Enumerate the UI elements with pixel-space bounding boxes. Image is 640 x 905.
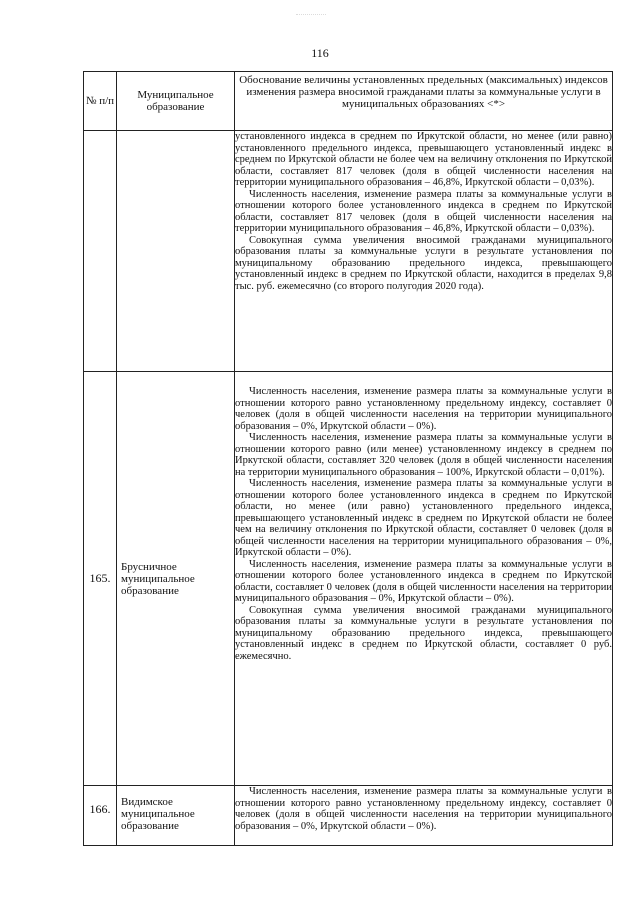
table-row <box>84 786 613 846</box>
paragraph: Совокупная сумма увеличения вносимой гражданами муниципального образования платы за коммунальные услуги в результате установления по муниципальному образованию предельного индекса, превышающего установленный индекс в среднем по Иркутской области, составляет 0 руб. ежемесячно. <box>235 604 612 662</box>
table-row <box>84 131 613 372</box>
header-num: № п/п <box>84 72 117 131</box>
paragraph: Численность населения, изменение размера платы за коммунальные услуги в отношении которого равно установленному предельному индексу, составляет 0 человек (доля в общей численности населения на территории муниципального образования – 0%, Иркутской области – 0%). <box>235 386 612 432</box>
paragraph: Численность населения, изменение размера платы за коммунальные услуги в отношении которого равно установленному предельному индексу, составляет 0 человек (доля в общей численности населения на территории муниципального образования – 0%, Иркутской области – 0%). <box>235 786 612 832</box>
page-number: 116 <box>311 46 329 60</box>
paragraph: Численность населения, изменение размера платы за коммунальные услуги в отношении которого равно (или менее) установленному индексу в среднем по Иркутской области, составляет 320 человек (доля в общей численности населения на территории муниципального образования – 100%, Иркутской области – 0,01%). <box>235 432 612 478</box>
row-municipality <box>117 131 235 372</box>
row-number <box>84 131 117 372</box>
row-number: 165. <box>84 372 117 786</box>
paragraph: Численность населения, изменение размера платы за коммунальные услуги в отношении которого более установленного индекса в среднем по Иркутской области, составляет 0 человек (доля в общей численности населения на территории муниципального образования – 0%, Иркутской области – 0%). <box>235 558 612 604</box>
scan-artifact <box>296 0 326 15</box>
row-number: 166. <box>84 786 117 846</box>
paragraph: Совокупная сумма увеличения вносимой гражданами муниципального образования платы за коммунальные услуги в результате установления по муниципальному образованию предельного индекса, превышающего установленный индекс в среднем по Иркутской области, находится в пределах 9,8 тыс. руб. ежемесячно (со второго полугодия 2020 года). <box>235 234 612 292</box>
row-justification <box>235 372 613 786</box>
row-municipality: Брусничное муниципальное образование <box>117 372 235 786</box>
row-justification <box>235 131 613 372</box>
paragraph: установленного индекса в среднем по Иркутской области, но менее (или равно) установленного предельного индекса, превышающего установленный индекс в среднем по Иркутской области не более чем на величину отклонения по Иркутской области, составляет 817 человек (доля в общей численности населения на территории муниципального образования – 46,8%, Иркутской области – 0,03%). <box>235 131 612 188</box>
paragraph: Численность населения, изменение размера платы за коммунальные услуги в отношении которого более установленного индекса в среднем по Иркутской области, но менее (или равно) установленного предельного индекса, превышающего установленный индекс в среднем по Иркутской области не более чем на величину отклонения по Иркутской области, составляет 0 человек (доля в общей численности населения на территории муниципального образования – 0%, Иркутской области – 0%). <box>235 478 612 558</box>
table-header-row <box>84 72 613 131</box>
paragraph: Численность населения, изменение размера платы за коммунальные услуги в отношении которого более установленного индекса в среднем по Иркутской области, составляет 817 человек (доля в общей численности населения на территории муниципального образования – 46,8%, Иркутской области – 0,03%). <box>235 188 612 234</box>
header-justification: Обоснование величины установленных предельных (максимальных) индексов изменения размера вносимой гражданами платы за коммунальные услуги в муниципальных образованиях <*> <box>235 72 613 131</box>
indices-table <box>83 71 613 846</box>
header-municipality: Муниципальное образование <box>117 72 235 131</box>
row-justification <box>235 786 613 846</box>
row-municipality: Видимское муниципальное образование <box>117 786 235 846</box>
table-row <box>84 372 613 786</box>
